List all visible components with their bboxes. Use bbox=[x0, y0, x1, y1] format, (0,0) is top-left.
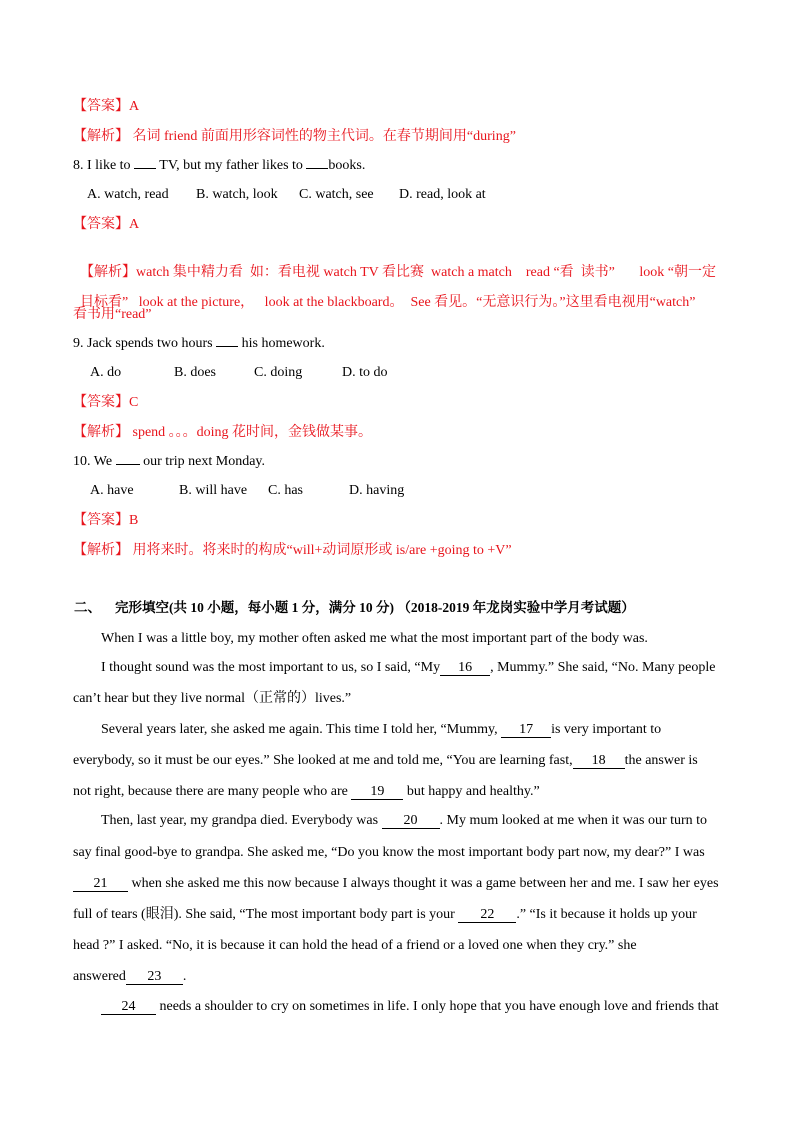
analysis-line-q9 bbox=[73, 424, 728, 442]
answer-line-q10 bbox=[73, 512, 728, 530]
passage-line bbox=[73, 875, 728, 893]
blank bbox=[116, 464, 140, 465]
option-c: C. watch, see bbox=[299, 187, 374, 202]
passage-text: but happy and healthy.” bbox=[403, 784, 540, 799]
blank bbox=[306, 168, 328, 169]
option-c: C. doing bbox=[254, 365, 303, 380]
answer-tag: 【答案】 bbox=[73, 217, 129, 232]
analysis-tag: 【解析】 bbox=[73, 425, 129, 440]
answer-tag: 【答案】 bbox=[73, 513, 129, 528]
passage-line bbox=[73, 752, 728, 770]
question-10-options bbox=[90, 482, 728, 500]
option-b: B. does bbox=[174, 365, 216, 380]
answer-tag: 【答案】 bbox=[73, 99, 129, 114]
passage-line bbox=[101, 659, 728, 677]
stem-text: TV, but my father likes to bbox=[156, 158, 307, 173]
passage-line bbox=[73, 906, 728, 924]
passage-text: the answer is bbox=[624, 753, 698, 768]
passage-text: Then, last year, my grandpa died. Everybody was bbox=[101, 813, 382, 828]
passage-line bbox=[101, 721, 728, 739]
passage-text: I thought sound was the most important to us, so I said, “My bbox=[101, 660, 441, 675]
passage-text: When I was a little boy, my mother often asked me what the most important part of the body was. bbox=[101, 631, 648, 646]
blank-23: 23 bbox=[126, 970, 183, 985]
option-c: C. has bbox=[268, 483, 303, 498]
passage-text: say final good-bye to grandpa. She asked me, “Do you know the most important body part now, my dear?” I was bbox=[73, 845, 705, 860]
passage-text: .” “Is it because it holds up your bbox=[516, 907, 697, 922]
passage-line bbox=[73, 690, 728, 708]
answer-value: C bbox=[129, 395, 139, 410]
option-a: A. watch, read bbox=[87, 187, 169, 202]
analysis-line-q10 bbox=[73, 542, 728, 560]
blank-22: 22 bbox=[458, 908, 516, 923]
option-d: D. to do bbox=[342, 365, 388, 380]
section-heading bbox=[74, 599, 728, 617]
passage-line bbox=[101, 998, 728, 1016]
question-8-stem bbox=[73, 157, 728, 175]
passage-text: answered bbox=[73, 969, 126, 984]
analysis-line-q8-3 bbox=[73, 306, 728, 324]
answer-line-q9 bbox=[73, 394, 728, 412]
stem-text: our trip next Monday. bbox=[139, 454, 266, 469]
section-number: 二、 bbox=[74, 600, 101, 615]
analysis-tag: 【解析】 bbox=[73, 129, 129, 144]
answer-value: A bbox=[129, 99, 140, 114]
blank-24: 24 bbox=[101, 1000, 156, 1015]
passage-text: full of tears (眼泪). She said, “The most important body part is your bbox=[73, 907, 459, 922]
passage-text: . My mum looked at me when it was our turn to bbox=[439, 813, 708, 828]
option-d: D. read, look at bbox=[399, 187, 486, 202]
stem-text: 10. We bbox=[73, 454, 116, 469]
blank-20: 20 bbox=[382, 814, 440, 829]
passage-line bbox=[101, 630, 728, 648]
section-title: 完形填空(共 10 小题，每小题 1 分，满分 10 分) （2018-2019 年龙岗实验中学月考试题） bbox=[115, 600, 635, 615]
blank bbox=[134, 168, 156, 169]
passage-text: everybody, so it must be our eyes.” She looked at me and told me, “You are learning fast, bbox=[73, 753, 573, 768]
passage-text: not right, because there are many people who are bbox=[73, 784, 352, 799]
answer-value: A bbox=[129, 217, 140, 232]
blank-19: 19 bbox=[351, 785, 403, 800]
answer-line-q8 bbox=[73, 216, 728, 234]
passage-line bbox=[101, 812, 728, 830]
question-9-stem bbox=[73, 335, 728, 353]
passage-text: needs a shoulder to cry on sometimes in life. I only hope that you have enough love and friends that bbox=[156, 999, 719, 1014]
stem-text: 9. Jack spends two hours bbox=[73, 336, 217, 351]
blank-21: 21 bbox=[73, 877, 128, 892]
option-b: B. watch, look bbox=[196, 187, 278, 202]
passage-text: . bbox=[182, 969, 187, 984]
analysis-text: spend 。。。doing 花时间，金钱做某事。 bbox=[129, 425, 373, 440]
passage-text: , Mummy.” She said, “No. Many people bbox=[490, 660, 716, 675]
blank-17: 17 bbox=[501, 723, 551, 738]
analysis-text: 目标看” look at the picture， look at the blackboard。 See 看见。“无意识行为。”这里看电视用“watch” bbox=[80, 295, 696, 310]
answer-line-q7 bbox=[73, 98, 728, 116]
question-8-options bbox=[87, 186, 728, 204]
analysis-tag: 【解析】 bbox=[80, 265, 136, 280]
analysis-tag: 【解析】 bbox=[73, 543, 129, 558]
option-b: B. will have bbox=[179, 483, 248, 498]
answer-tag: 【答案】 bbox=[73, 395, 129, 410]
passage-line bbox=[73, 844, 728, 862]
passage-text: can’t hear but they live normal（正常的）lives.” bbox=[73, 691, 352, 706]
stem-text: 8. I like to bbox=[73, 158, 135, 173]
passage-text: is very important to bbox=[551, 722, 662, 737]
option-d: D. having bbox=[349, 483, 405, 498]
passage-text: head ?” I asked. “No, it is because it can hold the head of a friend or a loved one when they cry.” she bbox=[73, 938, 637, 953]
blank bbox=[216, 346, 238, 347]
stem-text: books. bbox=[328, 158, 366, 173]
analysis-text: 看书用“read” bbox=[73, 307, 152, 322]
passage-text: Several years later, she asked me again. This time I told her, “Mummy, bbox=[101, 722, 502, 737]
passage-line bbox=[73, 968, 728, 986]
stem-text: his homework. bbox=[238, 336, 325, 351]
option-a: A. do bbox=[90, 365, 122, 380]
option-a: A. have bbox=[90, 483, 134, 498]
answer-value: B bbox=[129, 513, 139, 528]
passage-line bbox=[73, 937, 728, 955]
analysis-text: watch 集中精力看 如：看电视 watch TV 看比赛 watch a match read “看 读书” look “朝一定 bbox=[136, 265, 716, 280]
passage-text: when she asked me this now because I always thought it was a game between her and me. I saw her eyes bbox=[128, 876, 719, 891]
analysis-text: 用将来时。将来时的构成“will+动词原形或 is/are +going to +V” bbox=[129, 543, 512, 558]
analysis-text: 名词 friend 前面用形容词性的物主代词。在春节期间用“during” bbox=[129, 129, 516, 144]
analysis-line-q7 bbox=[73, 128, 728, 146]
blank-16: 16 bbox=[440, 661, 490, 676]
passage-line bbox=[73, 783, 728, 801]
blank-18: 18 bbox=[573, 754, 625, 769]
question-10-stem bbox=[73, 453, 728, 471]
question-9-options bbox=[90, 364, 728, 382]
